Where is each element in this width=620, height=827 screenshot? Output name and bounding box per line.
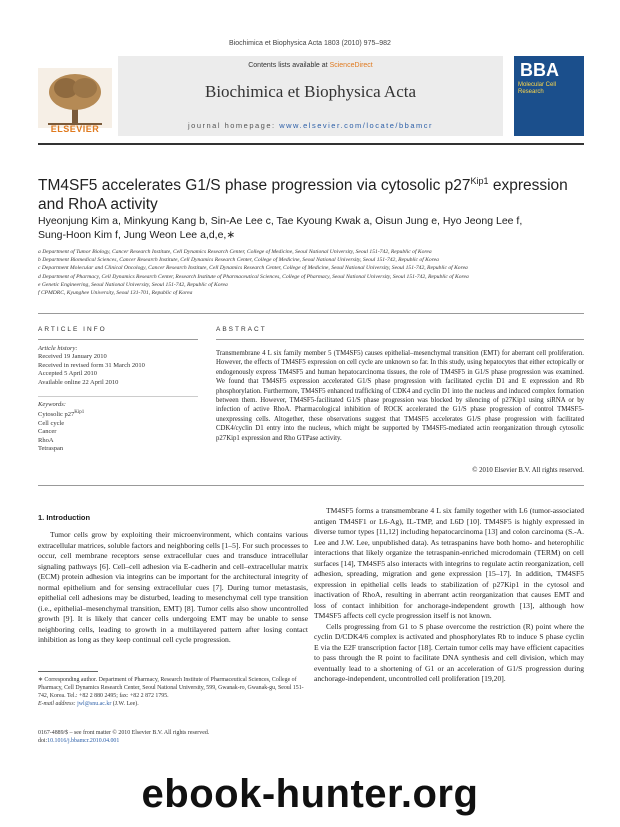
contents-available-line — [118, 62, 503, 69]
contents-prefix: Contents lists available at — [248, 62, 330, 69]
history-item: Received 19 January 2010 — [38, 353, 107, 361]
affiliation-item: d Department of Pharmacy, Cell Dynamics Research Center, Research Institute of Pharmaceutical Sciences, College of Pharmacy, Seoul National University, Seoul 151-742, Republic of Korea — [38, 273, 469, 280]
front-matter-info — [38, 730, 308, 746]
abstract-rule — [216, 339, 584, 340]
email-link[interactable]: jwl@snu.ac.kr — [77, 700, 112, 707]
footnote-email-line — [38, 701, 308, 709]
history-item: Accepted 5 April 2010 — [38, 370, 98, 378]
journal-homepage-line — [118, 121, 503, 130]
keyword-item: RhoA — [38, 436, 54, 444]
affiliation-item: c Department Molecular and Clinical Oncology, Cancer Research Institute, Cell Dynamics Research Center, College of Medicine, Seoul National University, Seoul 151-742, Republic of Korea — [38, 265, 468, 272]
homepage-prefix: journal homepage: — [187, 121, 280, 130]
doi-line — [38, 738, 308, 746]
title-main: TM4SF5 accelerates G1/S phase progression via cytosolic p27 — [38, 177, 471, 195]
authors-line-1: Hyeonjung Kim a, Minkyung Kang b, Sin-Ae Lee c, Tae Kyoung Kwak a, Oisun Jung e, Hyo Jeong Lee f, — [38, 215, 523, 227]
doi-prefix: doi: — [38, 737, 48, 744]
title-end: expression and RhoA activity — [38, 177, 568, 214]
abstract-copyright: © 2010 Elsevier B.V. All rights reserved. — [472, 467, 584, 474]
history-item: Received in revised form 31 March 2010 — [38, 361, 145, 369]
affiliation-item: a Department of Tumor Biology, Cancer Research Institute, Cell Dynamics Research Center, College of Medicine, Seoul National University, Seoul 151-742, Republic of Korea — [38, 249, 432, 255]
footnote-rule — [38, 671, 98, 672]
keyword-item: Cancer — [38, 428, 57, 436]
affiliations — [38, 248, 584, 297]
doi-link[interactable]: 10.1016/j.bbamcr.2010.04.001 — [47, 737, 120, 744]
keyword-item — [38, 409, 198, 420]
footnote-text: ∗ Corresponding author. Department of Pharmacy, Research Institute of Pharmaceutical Sciences, College of Pharmacy, Cell Dynamics Research Center, Seoul National University, 599, Gwanak-ro, Gwanak-gu, Seoul 151-742, Korea. Tel.: +82 2 880 2495; fax: +82 2 872 1795. — [38, 677, 304, 699]
history-label: Article history: — [38, 345, 78, 352]
keyword-item: Tetraspan — [38, 445, 64, 453]
sciencedirect-link[interactable]: ScienceDirect — [329, 62, 373, 69]
watermark-text: ebook-hunter.org — [141, 772, 479, 816]
article-title — [38, 172, 584, 214]
intro-right-column — [314, 506, 584, 685]
intro-paragraph: Tumor cells grow by exploiting their microenvironment, which contains various extracellular matrices, soluble factors and neighboring cells [1–5]. For such processes to occur, cell membrane receptors sense extracellular cues and transduce intracellular signaling pathways [6]. Cell–cell adhesion via E-cadherin and cell–extracellular matrix (ECM) protein adhesion via integrins can be important for the architectural integrity of normal epithelium and for sensing extracellular cues [7]. During tumor metastasis, epithelial cell adhesions may be disturbed, leading to mesenchymal cell type transition (i.e., epithelial–mesenchymal transition, EMT) [8]. Tumor cells also show uncontrolled growth [9]. It is likely that cancer cells undergoing EMT may be unable to sense neighboring cells, leading to growth in a multilayered pattern after losing contact inhibition as long as they keep continual cell cycle progression. — [38, 530, 308, 644]
author-list — [38, 214, 584, 242]
header-divider — [38, 143, 584, 145]
article-history — [38, 345, 198, 387]
email-suffix: (J.W. Lee). — [111, 700, 139, 707]
authors-line-2: Sung-Hoon Kim f, Jung Weon Lee a,d,e,∗ — [38, 229, 236, 241]
journal-title[interactable]: Biochimica et Biophysica Acta — [204, 82, 417, 101]
email-label: E-mail address: — [38, 700, 78, 707]
affiliation-item: e Genetic Engineering, Seoul National University, Seoul 151-742, Republic of Korea — [38, 281, 228, 288]
keywords-label: Keywords: — [38, 401, 66, 408]
keyword-superscript: Kip1 — [74, 410, 85, 416]
article-info-rule — [38, 339, 198, 340]
homepage-link[interactable]: www.elsevier.com/locate/bbamcr — [279, 121, 433, 130]
intro-left-column — [38, 530, 308, 646]
abstract-divider — [38, 485, 584, 486]
article-info-heading: ARTICLE INFO — [38, 326, 107, 333]
cover-title: BBA — [520, 60, 559, 80]
keyword-item: Cell cycle — [38, 419, 65, 427]
keywords-rule — [38, 396, 198, 397]
abstract-heading: ABSTRACT — [216, 326, 267, 333]
intro-paragraph: TM4SF5 forms a transmembrane 4 L six family together with L6 (tumor-associated antigen TM4SF1 or L6-Ag), IL-TMP, and L6D [10]. TM4SF5 is highly expressed in diverse tumor types [11,12] including hepatocarcinoma [13] and colon carcinoma (S.-A. Lee and J.W. Lee, unpublished data). As tetraspanins have both homo- and heterophilic interactions that likely organize the tetraspanin-enriched microdomain (TERM) on cell surfaces [14], TM4SF5 also interacts with integrins to regulate actin reorganization, cell adhesion, spreading, migration and gene expression [15–17]. In addition, TM4SF5 expression in epithelial cells leads to stabilization of p27Kip1 in the cytosol and inactivation of RhoA, resulting in aberrant actin reorganization that causes EMT and loss of contact inhibition for anchorage-independent growth [13], although how TM4SF5 affects cell cycle progression itself is not known. — [314, 506, 584, 620]
elsevier-wordmark: ELSEVIER — [50, 124, 100, 134]
affiliation-item: b Department Biomedical Sciences, Cancer Research Institute, Cell Dynamics Research Center, College of Medicine, Seoul National University, Seoul 151-742, Republic of Korea — [38, 257, 439, 264]
affiliation-item: f CPMDRC, Kyunghee University, Seoul 131-701, Republic of Korea — [38, 290, 193, 297]
corresponding-author-footnote — [38, 677, 308, 709]
running-header: Biochimica et Biophysica Acta 1803 (2010) 975–982 — [229, 40, 391, 47]
section-heading-introduction: 1. Introduction — [38, 513, 91, 522]
intro-paragraph: Cells progressing from G1 to S phase overcome the restriction (R) point where the cyclin D/CDK4/6 complex is activated and phosphorylates Rb to induce S phase cyclin E via the E2F transcription factor [18]. Certain tumor cells may have efficient capacities to pass through the R point to facilitate DNA synthesis and cell division, which may eventually lead to a shortening of G1 or an acceleration of G1/S progression during anchorage-independent, uncontrolled cell proliferation [19,20]. — [314, 621, 584, 683]
abstract-text: Transmembrane 4 L six family member 5 (TM4SF5) causes epithelial–mesenchymal transition (EMT) for aberrant cell proliferation. However, the effects of TM4SF5 expression on cell cycle are unknown so far. In this study, using hepatocytes that either ectopically or endogenously express TM4SF5 and human hepatocarcinoma tissues, the role of TM4SF5 in G1/S phase progression was examined. We found that TM4SF5 expression accelerated G1/S phase progression with facilitated cyclin D1 and E expression and Rb phosphorylation. Furthermore, TM4SF5 enhanced trafficking of CDK4 and cyclin D1 into the nucleus and induced complex formation between them. However, TM4SF5-facilitated G1/S phase progression was blocked by silencing of p27Kip1 using siRNA or by infection of active RhoA. Pharmacological inhibition of ROCK accelerated the G1/S phase progression of control TM4SF5-unexpressing cells. Altogether, these observations suggest that TM4SF5 accelerates G1/S phase progression with facilitated CDK4/cyclin D1 entry into the nucleus, which might be supported by TM4SF5-mediated actin reorganization through cytosolic p27Kip1 expression and Rho GTPase activity. — [216, 350, 584, 442]
history-item: Available online 22 April 2010 — [38, 378, 119, 386]
issn-line: 0167-4889/$ – see front matter © 2010 Elsevier B.V. All rights reserved. — [38, 730, 210, 736]
affiliation-divider — [38, 313, 584, 314]
title-superscript: Kip1 — [470, 176, 489, 186]
cover-subtitle: Molecular Cell Research — [518, 82, 557, 95]
keywords — [38, 401, 198, 454]
keyword-text: Cytosolic p27 — [38, 411, 75, 419]
